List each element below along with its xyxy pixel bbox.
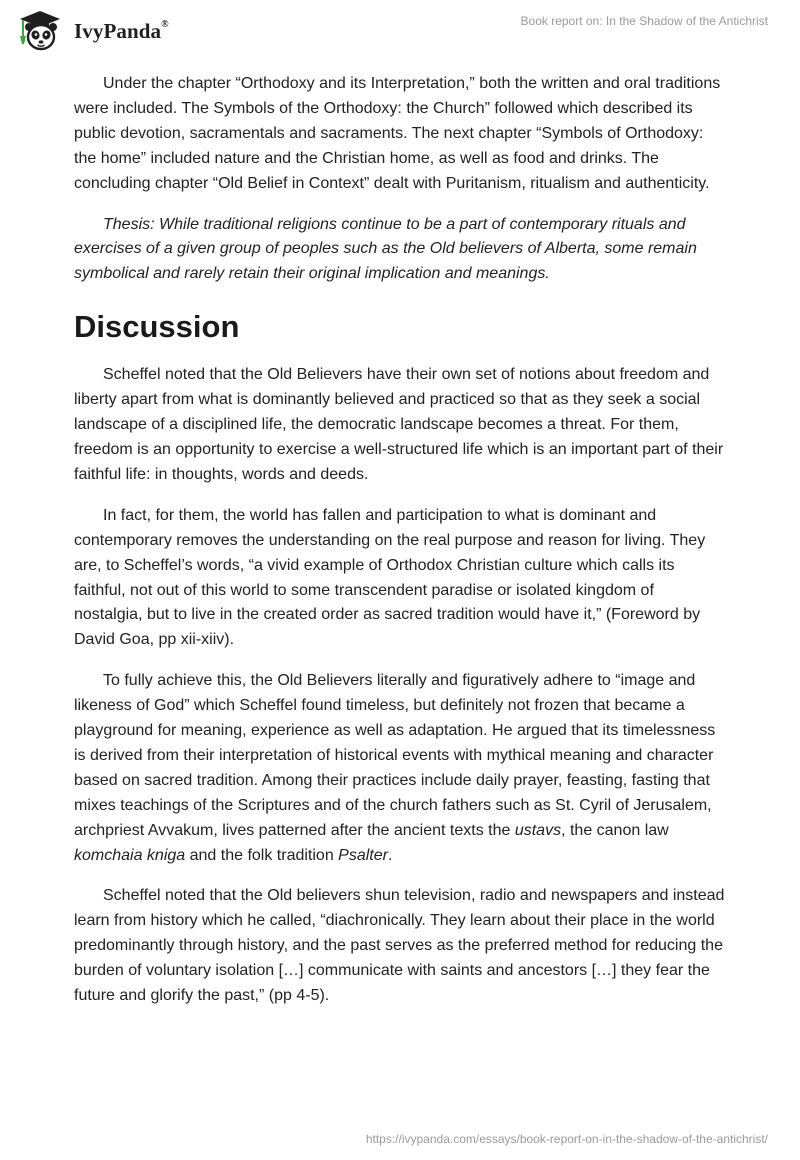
- discussion-paragraph-3: [74, 669, 726, 868]
- page-header: [0, 0, 800, 70]
- logo-wordmark: IvyPanda: [74, 18, 162, 43]
- discussion-heading: Discussion: [74, 309, 240, 345]
- discussion-paragraph-2: In fact, for them, the world has fallen and participation to what is dominant and contemporary removes the understanding on the real purpose and reason for living. They are, to Scheffel’s words, “a vivid example of Orthodox Christian culture which calls its faithful, not out of this world to some transcendent paradise or isolated kingdom of nostalgia, but to live in the created order as sacred tradition would have it,” (Foreword by David Goa, pp xii-xiiv).: [74, 506, 706, 649]
- thesis-paragraph: Thesis: While traditional religions continue to be a part of contemporary rituals and exercises of a given group of peoples such as the Old believers of Alberta, some remain symbolical and rarely retain their original implication and meanings.: [74, 215, 697, 283]
- discussion-paragraph-4: Scheffel noted that the Old believers shun television, radio and newspapers and instead learn from history which he called, “diachronically. They learn about their place in the world predominantly through history, and the past serves as the preferred method for reducing the burden of voluntary isolation […] communicate with saints and ancestors […] they fear the future and glorify the past,” (pp 4-5).: [74, 887, 725, 1005]
- document-body: [74, 72, 726, 1025]
- p3-text-3: and the folk tradition: [185, 846, 339, 864]
- ivypanda-logo[interactable]: [14, 8, 169, 52]
- term-psalter: Psalter: [338, 846, 388, 864]
- p3-text-4: .: [387, 846, 393, 864]
- source-url[interactable]: https://ivypanda.com/essays/book-report-on-in-the-shadow-of-the-antichrist/: [365, 1132, 768, 1146]
- p3-text-2: , the canon law: [561, 821, 669, 839]
- panda-graduation-cap-icon: [14, 8, 70, 52]
- intro-paragraph: Under the chapter “Orthodoxy and its Interpretation,” both the written and oral traditions were included. The Symbols of the Orthodoxy: the Church” followed which described its public devotion, sacramentals and sacraments. The next chapter “Symbols of Orthodoxy: the home” included nature and the Christian home, as well as food and drinks. The concluding chapter “Old Belief in Context” dealt with Puritanism, ritualism and authenticity.: [74, 75, 721, 192]
- term-komchaia-kniga: komchaia kniga: [74, 846, 186, 864]
- document-title: Book report on: In the Shadow of the Antichrist: [520, 14, 768, 28]
- registered-mark: ®: [161, 18, 169, 30]
- logo-text: [74, 19, 169, 44]
- term-ustavs: ustavs: [514, 821, 562, 839]
- discussion-paragraph-1: Scheffel noted that the Old Believers have their own set of notions about freedom and liberty apart from what is dominantly believed and practiced so that as they seek a social landscape of a disciplined life, the democratic landscape becomes a threat. For them, freedom is an opportunity to exercise a well-structured life which is an important part of their faithful life: in thoughts, words and deeds.: [74, 366, 724, 483]
- p3-text-1: To fully achieve this, the Old Believers literally and figuratively adhere to “image and likeness of God” which Scheffel found timeless, but definitely not frozen that became a playground for meaning, experience as well as adaptation. He argued that its timelessness is derived from their interpretation of historical events with mythical meaning and character based on sacred tradition. Among their practices include daily prayer, feasting, fasting that mixes teachings of the Scriptures and of the church fathers such as St. Cyril of Jerusalem, archpriest Avvakum, lives patterned after the ancient texts the: [74, 672, 716, 839]
